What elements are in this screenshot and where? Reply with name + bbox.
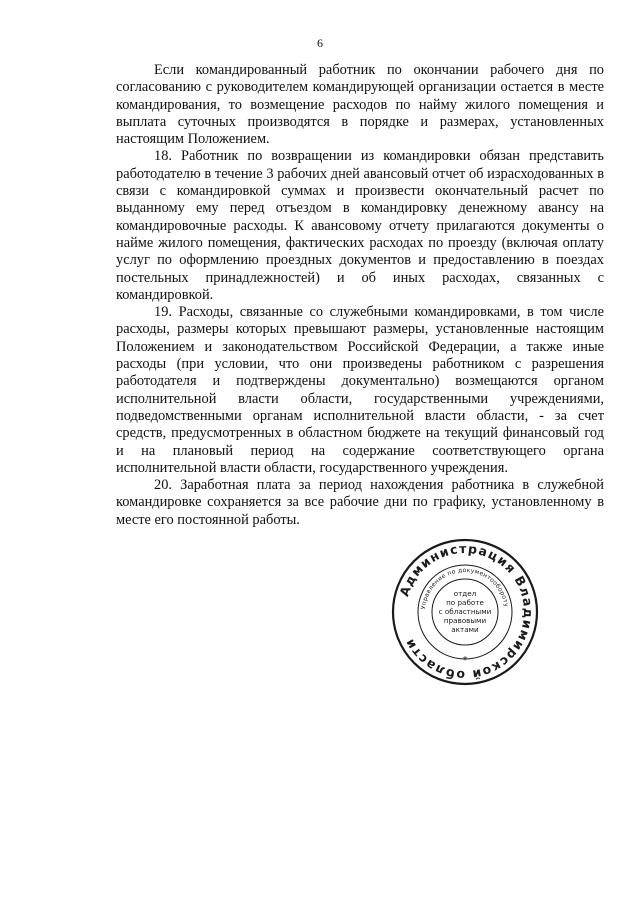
stamp-center-line-5: актами [451,625,479,634]
stamp-star-icon: * [462,655,468,666]
stamp-center-line-2: по работе [446,598,484,607]
stamp-outer-text: Администрация Владимирской области [396,540,537,684]
stamp-graphic [390,537,540,687]
paragraph-20: 20. Заработная плата за период нахождения работника в служебной командировке сохраняется за все рабочие дни по графику, установленному в месте его постоянной работы. [116,477,604,528]
stamp-center-line-3: с областными [438,607,492,616]
stamp-inner-ring-text: Управление по документообороту [420,566,510,610]
stamp-center-line-4: правовыми [443,616,487,625]
official-stamp [390,537,540,687]
document-body [116,62,604,529]
paragraph-continuation: Если командированный работник по окончании рабочего дня по согласованию с руководителем командирующей организации остается в месте командирования, то возмещение расходов по найму жилого помещения и выплата суточных производятся в порядке и размерах, установленных настоящим Положением. [116,62,604,148]
page-number: 6 [317,36,323,50]
paragraph-18: 18. Работник по возвращении из командировки обязан представить работодателю в течение 3 рабочих дней авансовый отчет об израсходованных в связи с командировкой суммах и произвести окончательный расчет по выданному ему перед отъездом в командировку денежному авансу на командировочные расходы. К авансовому отчету прилагаются документы о найме жилого помещения, фактических расходах по проезду (включая оплату услуг по оформлению проездных документов и предоставлению в поездах постельных принадлежностей) и об иных расходах, связанных с командировкой. [116,148,604,303]
stamp-center-line-1: отдел [453,589,477,598]
paragraph-19: 19. Расходы, связанные со служебными командировками, в том числе расходы, размеры которых превышают размеры, установленные настоящим Положением и законодательством Российской Федерации, а также иные расходы (при условии, что они произведены работником с разрешения работодателя и подтверждены документально) возмещаются органом исполнительной власти области, государственными учреждениями, подведомственными органам исполнительной власти области, - за счет средств, предусмотренных в областном бюджете на текущий финансовый год и на плановый период на содержание соответствующего органа исполнительной власти области, государственного учреждения. [116,304,604,476]
